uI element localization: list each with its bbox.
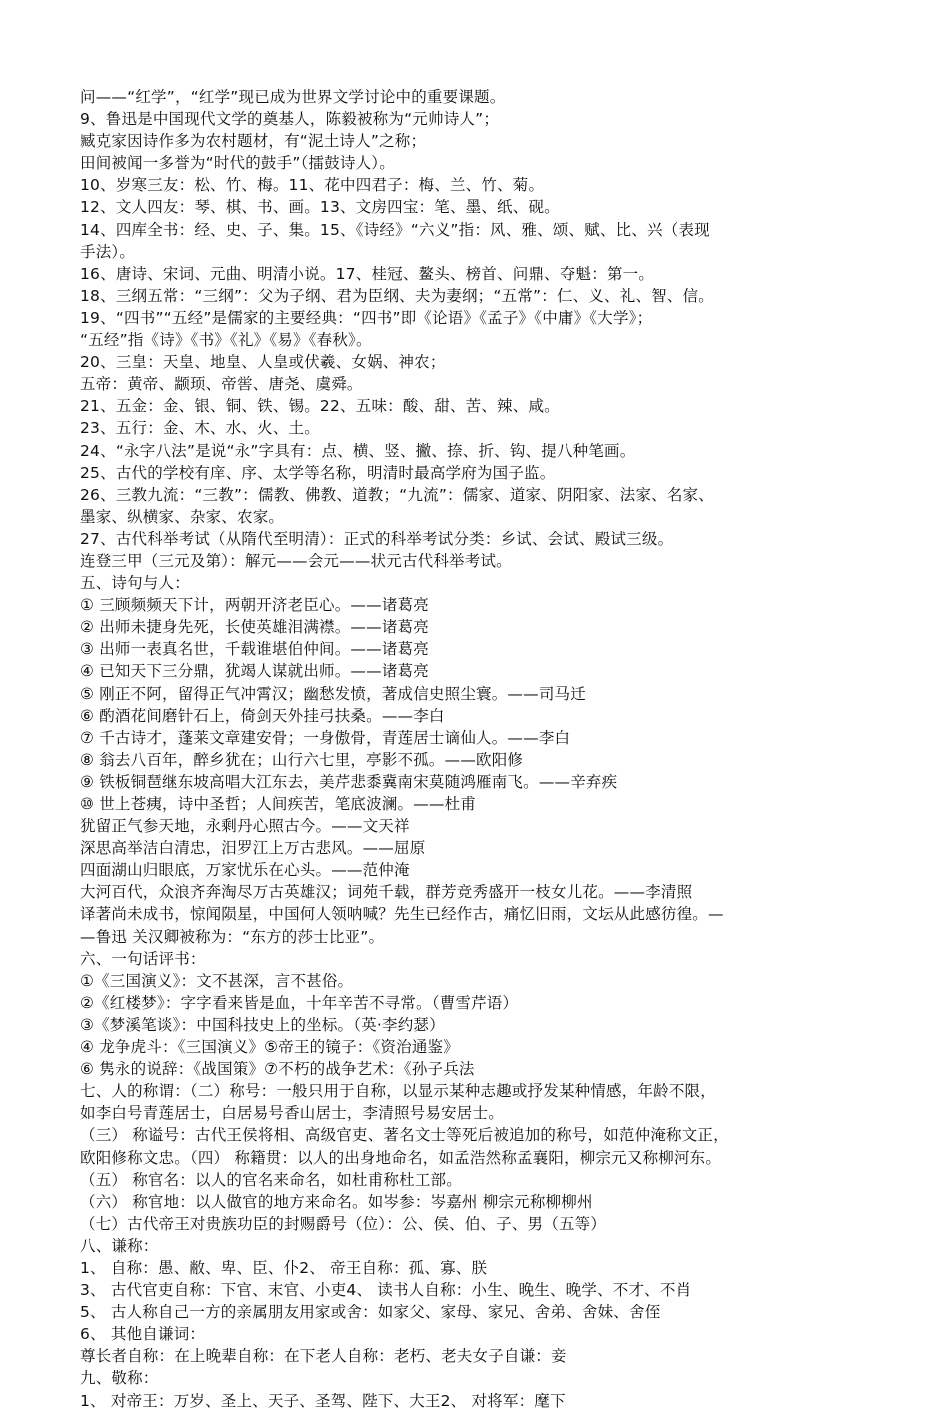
text-line: 尊长者自称：在上晚辈自称：在下老人自称：老朽、老夫女子自谦：妾: [80, 1347, 567, 1366]
text-line: 译著尚未成书，惊闻陨星，中国何人领呐喊？先生已经作古，痛忆旧雨，文坛从此感彷徨。—: [80, 905, 724, 924]
text-line: 五帝：黄帝、颛顼、帝喾、唐尧、虞舜。: [80, 375, 363, 394]
text-line: 田间被闻一多誉为“时代的鼓手”（擂鼓诗人）。: [80, 154, 395, 173]
section-heading: 七、人的称谓：（二）称号：一般只用于自称，以显示某种志趣或抒发某种情感，年龄不限，: [80, 1082, 716, 1101]
text-line: （七）古代帝王对贵族功臣的封赐爵号（位）：公、侯、伯、子、男（五等）: [80, 1214, 607, 1233]
text-line: ④ 已知天下三分鼎，犹竭人谋就出师。——诸葛亮: [80, 662, 429, 681]
text-line: 四面湖山归眼底，万家忧乐在心头。——范仲淹: [80, 861, 410, 880]
document-body: [80, 86, 890, 1412]
text-line: 18、三纲五常：“三纲”：父为子纲、君为臣纲、夫为妻纲；“五常”：仁、义、礼、智、信。: [80, 286, 714, 305]
text-line: 连登三甲（三元及第）：解元——会元——状元古代科举考试。: [80, 551, 512, 570]
section-heading: 八、谦称：: [80, 1236, 159, 1255]
text-line: ② 出师未捷身先死，长使英雄泪满襟。——诸葛亮: [80, 618, 429, 637]
text-line: “五经”指《诗》《书》《礼》《易》《春秋》。: [80, 331, 372, 350]
text-line: 19、“四书”“五经”是儒家的主要经典：“四书”即《论语》《孟子》《中庸》《大学》；: [80, 308, 653, 327]
text-line: ⑥ 酌酒花间磨针石上，倚剑天外挂弓扶桑。——李白: [80, 706, 445, 725]
text-line: ① 三顾频频天下计，两朝开济老臣心。——诸葛亮: [80, 596, 429, 615]
text-line: 1、 自称：愚、敝、卑、臣、仆2、 帝王自称：孤、寡、朕: [80, 1258, 488, 1277]
section-heading: 六、一句话评书：: [80, 949, 206, 968]
text-line: 10、岁寒三友：松、竹、梅。11、花中四君子：梅、兰、竹、菊。: [80, 176, 545, 195]
text-line: ⑤ 刚正不阿，留得正气冲霄汉；幽愁发愤，著成信史照尘寰。——司马迁: [80, 684, 586, 703]
text-line: 臧克家因诗作多为农村题材，有“泥土诗人”之称；: [80, 132, 427, 151]
text-line: 23、五行：金、木、水、火、土。: [80, 419, 320, 438]
text-line: 12、文人四友：琴、棋、书、画。13、文房四宝：笔、墨、纸、砚。: [80, 198, 560, 217]
text-line: ②《红楼梦》：字字看来皆是血，十年辛苦不寻常。（曹雪芹语）: [80, 993, 519, 1012]
text-line: —鲁迅 关汉卿被称为：“东方的莎士比亚”。: [80, 927, 385, 946]
section-heading: 九、敬称：: [80, 1369, 159, 1388]
text-line: ⑥ 隽永的说辞：《战国策》⑦不朽的战争艺术：《孙子兵法: [80, 1060, 475, 1079]
text-line: 手法）。: [80, 242, 136, 261]
text-line: （六） 称官地：以人做官的地方来命名。如岑参：岑嘉州 柳宗元称柳柳州: [80, 1192, 593, 1211]
text-line: 问——“红学”，“红学”现已成为世界文学讨论中的重要课题。: [80, 88, 506, 106]
text-line: 26、三教九流：“三教”：儒教、佛教、道教；“九流”：儒家、道家、阴阳家、法家、名家、: [80, 485, 714, 504]
text-line: ⑦ 千古诗才，蓬莱文章建安骨；一身傲骨，青莲居士谪仙人。——李白: [80, 728, 571, 747]
text-line: 5、 古人称自己一方的亲属朋友用家或舍：如家父、家母、家兄、舍弟、舍妹、舍侄: [80, 1303, 661, 1322]
text-line: 欧阳修称文忠。（四） 称籍贯：以人的出身地命名，如孟浩然称孟襄阳，柳宗元又称柳河东。: [80, 1148, 722, 1167]
text-line: （五） 称官名：以人的官名来命名，如杜甫称杜工部。: [80, 1170, 462, 1189]
text-line: ③ 出师一表真名世，千载谁堪伯仲间。——诸葛亮: [80, 640, 429, 659]
text-line: 21、五金：金、银、铜、铁、锡。22、五味：酸、甜、苦、辣、咸。: [80, 397, 560, 416]
text-line: 9、鲁迅是中国现代文学的奠基人，陈毅被称为“元帅诗人”；: [80, 110, 500, 129]
section-heading: 五、诗句与人：: [80, 574, 190, 593]
text-line: ③《梦溪笔谈》：中国科技史上的坐标。（英·李约瑟）: [80, 1015, 445, 1034]
text-line: ④ 龙争虎斗：《三国演义》⑤帝王的镜子：《资治通鉴》: [80, 1038, 459, 1057]
text-line: 16、唐诗、宋词、元曲、明清小说。17、桂冠、鳌头、榜首、问鼎、夺魁：第一。: [80, 264, 655, 283]
text-line: 3、 古代官吏自称：下官、末官、小吏4、 读书人自称：小生、晚生、晚学、不才、不肖: [80, 1281, 692, 1300]
text-line: 27、古代科举考试（从隋代至明清）：正式的科举考试分类：乡试、会试、殿试三级。: [80, 529, 674, 548]
text-line: 6、 其他自谦词：: [80, 1325, 206, 1344]
text-line: 如李白号青莲居士，白居易号香山居士，李清照号易安居士。: [80, 1104, 504, 1123]
text-line: 24、“永字八法”是说“永”字具有：点、横、竖、撇、捺、折、钩、提八种笔画。: [80, 441, 636, 460]
text-line: 犹留正气参天地，永剩丹心照古今。——文天祥: [80, 817, 410, 836]
text-line: 大河百代，众浪齐奔淘尽万古英雄汉；词苑千载，群芳竞秀盛开一枝女儿花。——李清照: [80, 883, 693, 902]
text-line: 25、古代的学校有庠、序、太学等名称，明清时最高学府为国子监。: [80, 463, 556, 482]
text-line: ⑩ 世上苍痍，诗中圣哲；人间疾苦，笔底波澜。——杜甫: [80, 795, 477, 813]
text-line: 14、四库全书：经、史、子、集。15、《诗经》“六义”指：风、雅、颂、赋、比、兴（表现: [80, 220, 710, 239]
text-line: 1、 对帝王：万岁、圣上、天子、圣驾、陛下、大王2、 对将军：麾下: [80, 1391, 566, 1410]
text-line: ①《三国演义》：文不甚深，言不甚俗。: [80, 971, 354, 990]
text-line: ⑨ 铁板铜琶继东坡高唱大江东去，美芹悲黍冀南宋莫随鸿雁南飞。——辛弃疾: [80, 772, 618, 791]
text-line: ⑧ 翁去八百年，醉乡犹在；山行六七里，亭影不孤。——欧阳修: [80, 750, 524, 769]
text-line: （三） 称谥号：古代王侯将相、高级官吏、著名文士等死后被追加的称号，如范仲淹称文正，: [80, 1126, 729, 1145]
text-line: 20、三皇：天皇、地皇、人皇或伏羲、女娲、神农；: [80, 353, 446, 372]
text-line: 深思高举洁白清忠，汨罗江上万古悲风。——屈原: [80, 839, 426, 858]
text-line: 墨家、纵横家、杂家、农家。: [80, 507, 285, 526]
